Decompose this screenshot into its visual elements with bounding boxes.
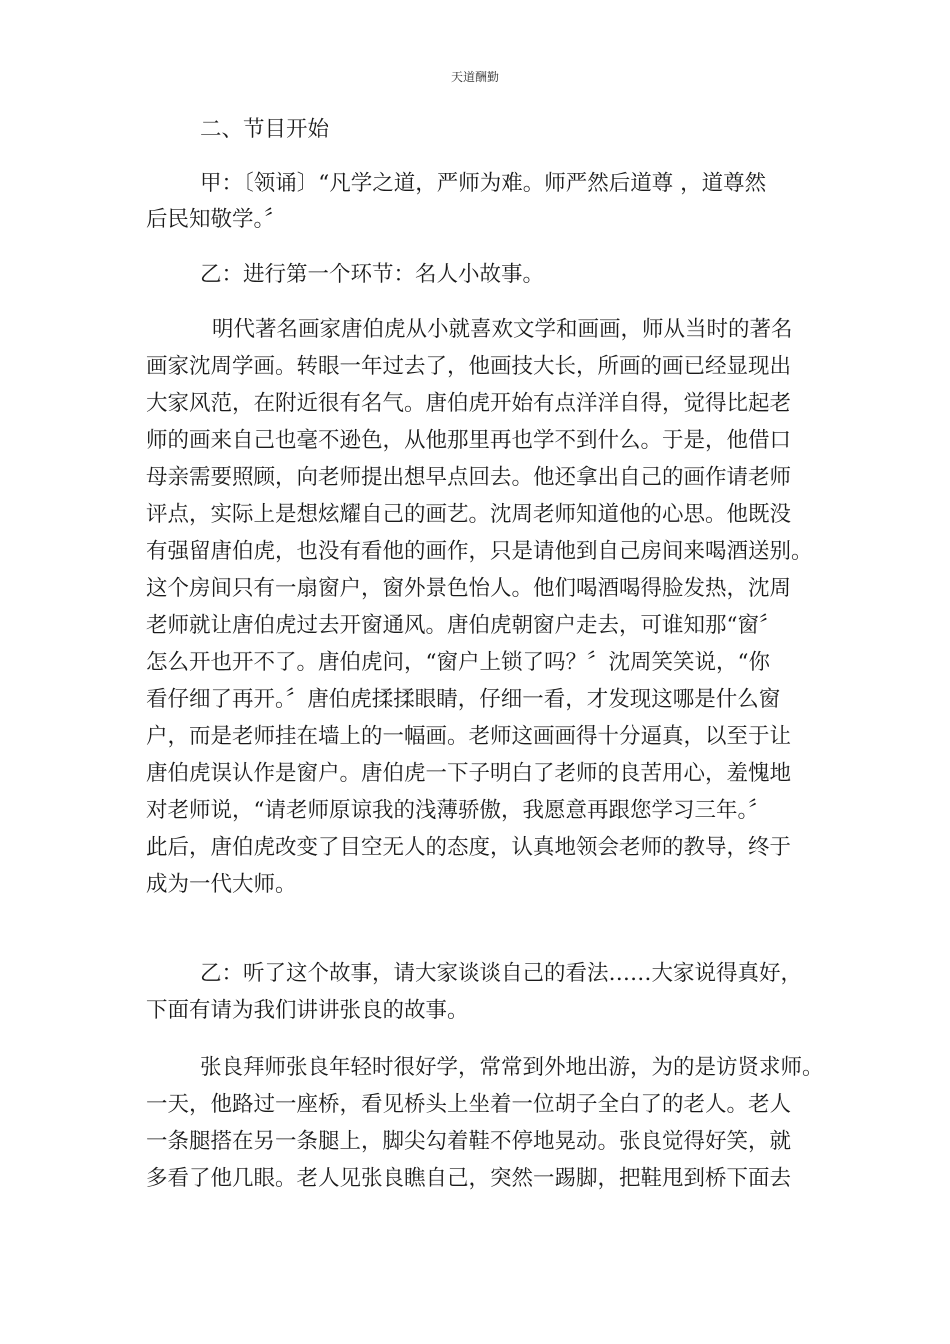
story2-line-4: 多看了他几眼。老人见张良瞧自己，突然一踢脚，把鞋甩到桥下面去 [146, 1166, 792, 1191]
story1-line-13: 唐伯虎误认作是窗户。唐伯虎一下子明白了老师的良苦用心，羞愧地 [146, 761, 792, 786]
story1-line-15: 此后，唐伯虎改变了目空无人的态度，认真地领会老师的教导，终于 [146, 835, 792, 860]
story1-line-6: 评点，实际上是想炫耀自己的画艺。沈周老师知道他的心思。他既没 [146, 502, 792, 527]
story2-line-2: 一天，他路过一座桥，看见桥头上坐着一位胡子全白了的老人。老人 [146, 1092, 792, 1117]
story1-line-2: 画家沈周学画。转眼一年过去了，他画技大长，所画的画已经显现出 [146, 354, 792, 379]
story1-line-7: 有强留唐伯虎，也没有看他的画作，只是请他到自己房间来喝酒送别。 [146, 539, 813, 564]
para2-line-1: 乙：进行第一个环节：名人小故事。 [200, 262, 545, 287]
story1-line-3: 大家风范，在附近很有名气。唐伯虎开始有点洋洋自得，觉得比起老 [146, 391, 792, 416]
story1-line-5: 母亲需要照顾，向老师提出想早点回去。他还拿出自己的画作请老师 [146, 465, 792, 490]
story1-line-12: 户，而是老师挂在墙上的一幅画。老师这画画得十分逼真，以至于让 [146, 724, 792, 749]
para1-line-2: 后民知敬学。〞 [146, 207, 286, 232]
story1-line-4: 师的画来自己也毫不逊色，从他那里再也学不到什么。于是，他借口 [146, 428, 792, 453]
story1-line-8: 这个房间只有一扇窗户，窗外景色怡人。他们喝酒喝得脸发热，沈周 [146, 576, 792, 601]
para3-line-1: 乙：听了这个故事，请大家谈谈自己的看法……大家说得真好， [200, 961, 803, 986]
section-heading: 二、节目开始 [200, 117, 330, 142]
story1-line-9: 老师就让唐伯虎过去开窗通风。唐伯虎朝窗户走去，可谁知那“窗〞 [146, 613, 781, 638]
para1-line-1: 甲：〔领诵〕“凡学之道，严师为难。师严然后道尊 ，道尊然 [200, 171, 767, 196]
story2-line-3: 一条腿搭在另一条腿上，脚尖勾着鞋不停地晃动。张良觉得好笑，就 [146, 1129, 792, 1154]
page-header: 天道酬勤 [450, 70, 499, 84]
story1-line-14: 对老师说，“请老师原谅我的浅薄骄傲，我愿意再跟您学习三年。〞 [146, 798, 770, 823]
story2-line-1: 张良拜师张良年轻时很好学，常常到外地出游，为的是访贤求师。 [200, 1055, 824, 1080]
story1-line-11: 看仔细了再开。〞唐伯虎揉揉眼睛，仔细一看，才发现这哪是什么窗 [146, 687, 781, 712]
story1-line-10: 怎么开也开不了。唐伯虎问，“窗户上锁了吗？〞沈周笑笑说，“你 [146, 650, 770, 675]
story1-line-1: 明代著名画家唐伯虎从小就喜欢文学和画画，师从当时的著名 [212, 317, 793, 342]
story1-line-16: 成为一代大师。 [146, 872, 297, 897]
para3-line-2: 下面有请为我们讲讲张良的故事。 [146, 998, 469, 1023]
